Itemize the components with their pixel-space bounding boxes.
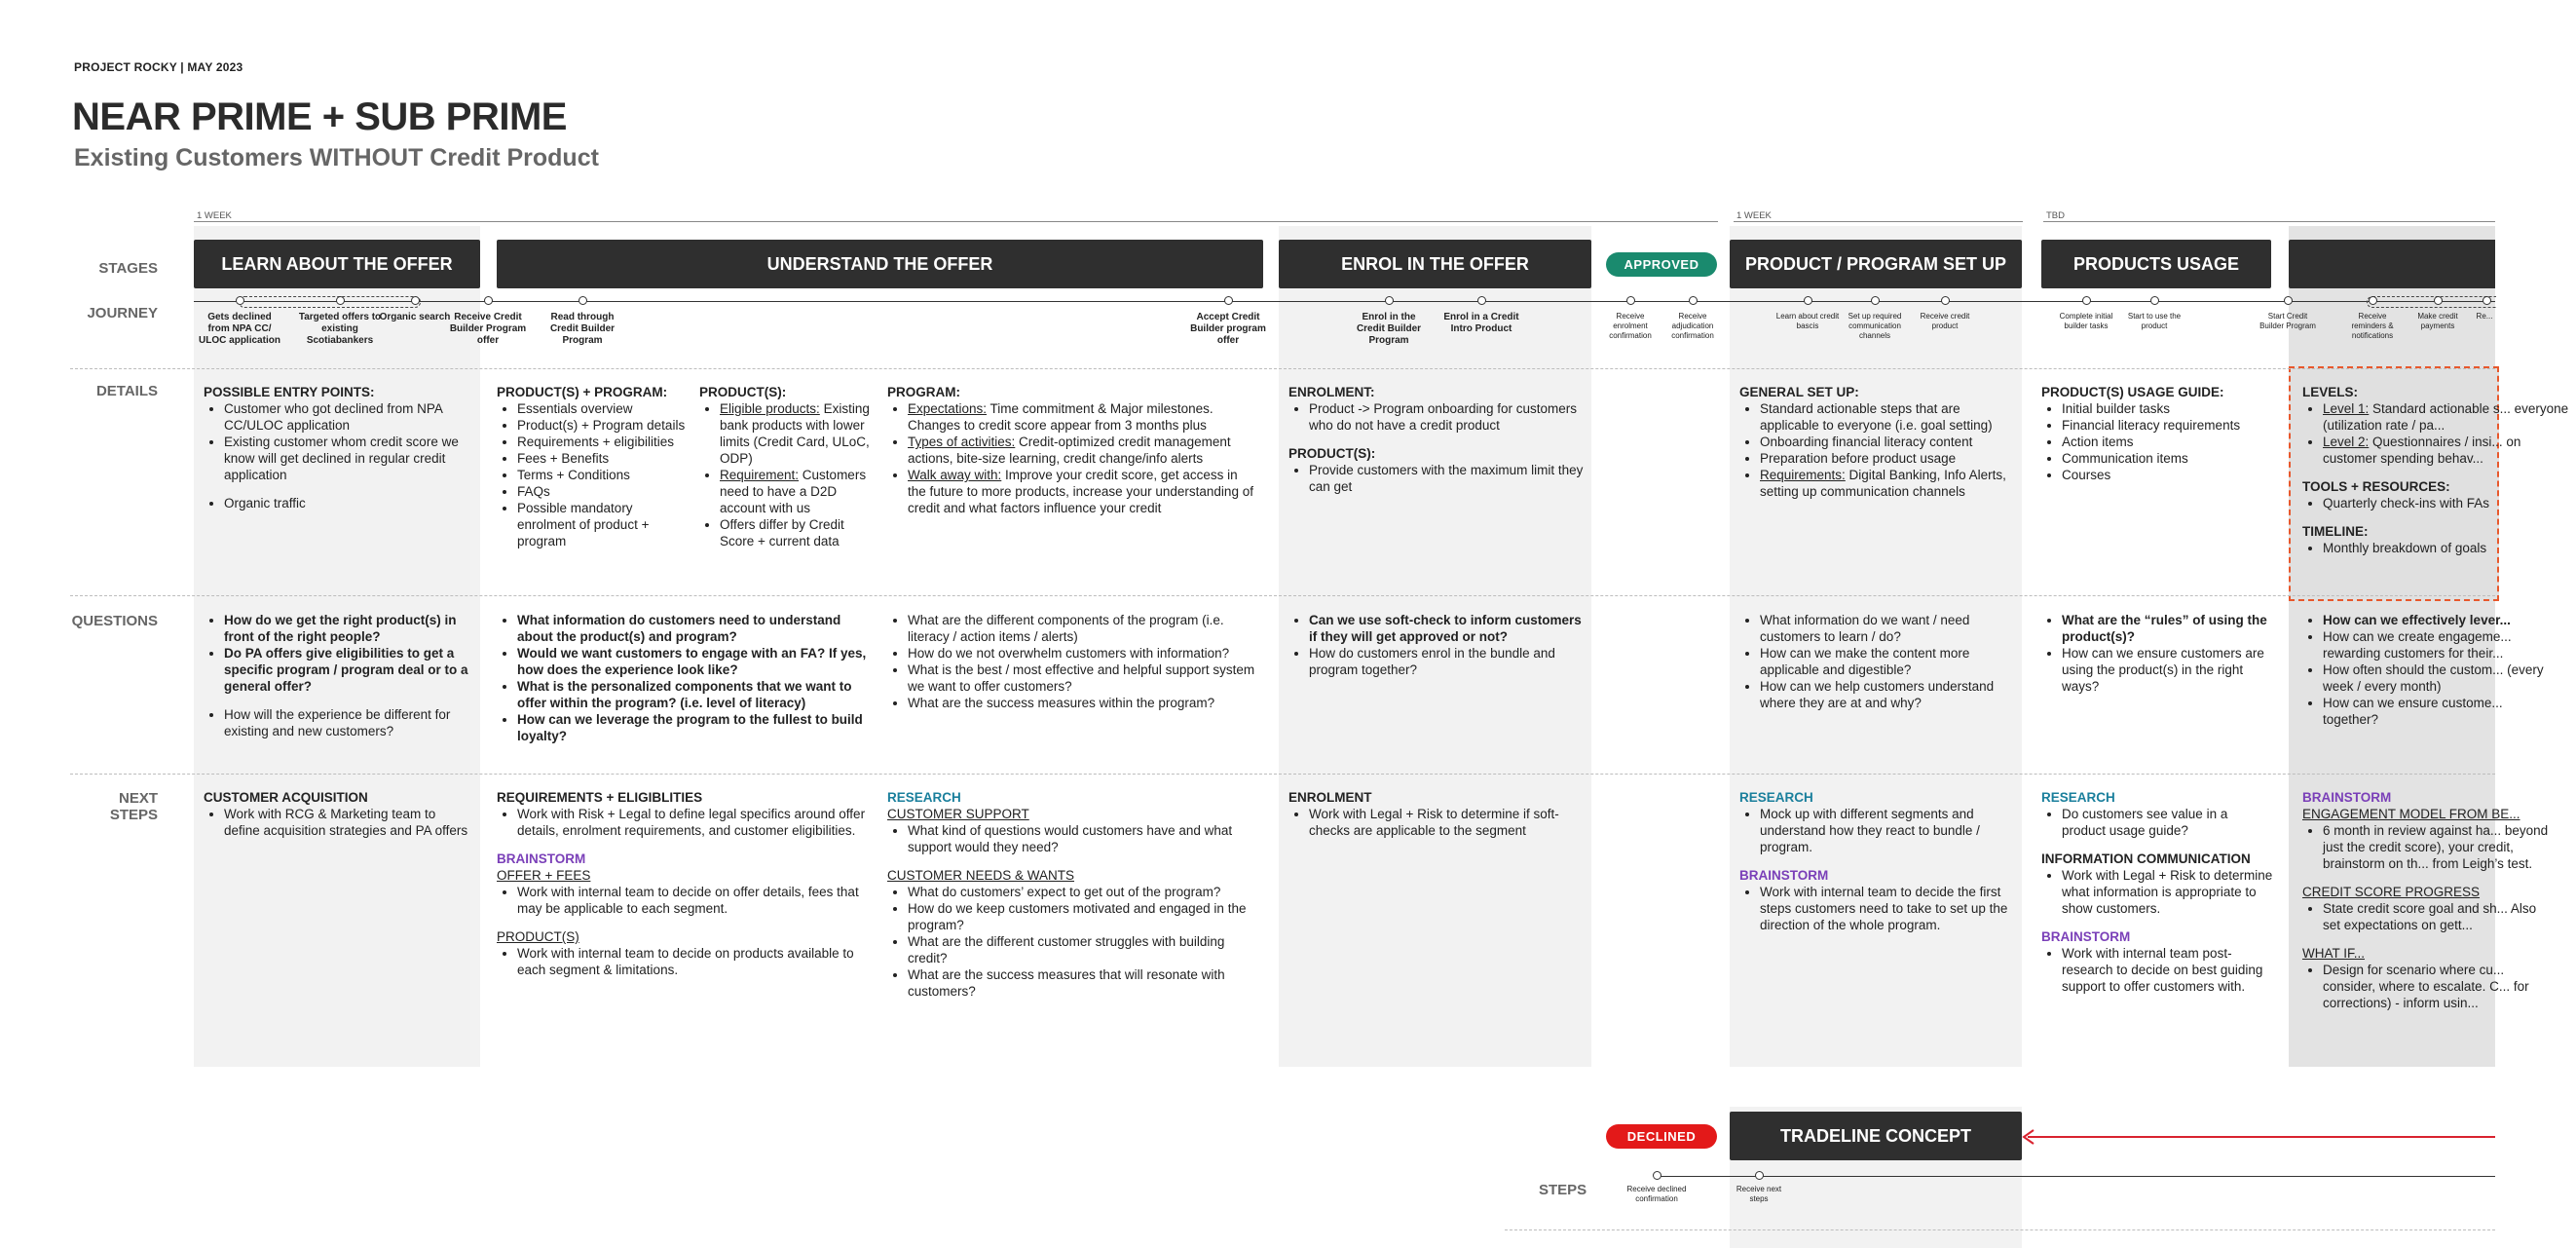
details-item: • Courses: [2062, 467, 2275, 483]
journey-label: Start Credit Builder Program: [2259, 312, 2316, 330]
next-step-item: • Work with internal team to decide on products available to each segment & limitations.: [517, 945, 867, 978]
details-item: • Financial literacy requirements: [2062, 417, 2275, 434]
row-label-next-steps: NEXT STEPS: [109, 790, 158, 823]
journey-dot: [1224, 296, 1233, 305]
details-item-key: Walk away with:: [908, 468, 1002, 482]
next-steps-subheading: CUSTOMER NEEDS & WANTS: [887, 868, 1075, 883]
journey-dot: [236, 296, 244, 305]
next-steps-enrol: [1288, 789, 1586, 839]
details-item: • Quarterly check-ins with FAs: [2323, 495, 2495, 511]
steps-dot: [1653, 1171, 1661, 1180]
journey-dot: [2483, 296, 2491, 305]
question-item: • What is the best / most effective and helpful support system we want to offer customers?: [908, 662, 1257, 695]
details-item: • Product -> Program onboarding for customers who do not have a credit product: [1309, 400, 1586, 434]
journey-label: Enrol in the Credit Builder Program: [1356, 312, 1422, 346]
stage-usage: PRODUCTS USAGE: [2041, 240, 2271, 288]
question-item: • What information do customers need to understand about the product(s) and program?: [517, 612, 867, 645]
details-heading: TIMELINE:: [2302, 524, 2369, 539]
details-item: • Product(s) + Program details: [517, 417, 691, 434]
next-step-item: • Work with internal team to decide on offer details, fees that may be applicable to each segment.: [517, 884, 867, 917]
questions-next-partial: [2302, 612, 2544, 728]
arrow-left-icon: [2020, 1128, 2037, 1146]
question-item: • How can we help customers understand where they are at and why?: [1760, 678, 2018, 711]
journey-dot: [579, 296, 587, 305]
details-item: • Terms + Conditions: [517, 467, 691, 483]
details-enrol: [1288, 384, 1586, 495]
next-step-item: • Design for scenario where cu... consider, where to escalate. C... for corrections) - inform usin...: [2323, 962, 2556, 1011]
next-step-item: • What do customers’ expect to get out of the program?: [908, 884, 1257, 900]
approved-pill: APPROVED: [1606, 252, 1717, 277]
row-label-steps: STEPS: [1539, 1182, 1587, 1198]
details-usage: [2041, 384, 2275, 483]
steps-line: [1656, 1176, 2495, 1177]
questions-setup: [1739, 612, 2018, 711]
research-tag: RESEARCH: [2041, 790, 2115, 805]
details-item-key: Requirement:: [720, 468, 800, 482]
journey-dot: [1804, 296, 1812, 305]
details-heading: PROGRAM:: [887, 385, 960, 399]
questions-learn: [204, 612, 474, 739]
next-steps-subheading: OFFER + FEES: [497, 868, 591, 883]
question-item: • Would we want customers to engage with an FA? If yes, how does the experience look like?: [517, 645, 867, 678]
details-item-key: Level 1:: [2323, 401, 2370, 416]
next-steps-next-partial: [2302, 789, 2549, 1011]
rule-details: [70, 368, 2495, 369]
page-title: NEAR PRIME + SUB PRIME: [72, 95, 567, 138]
next-step-item: • Mock up with different segments and understand how they react to bundle / program.: [1760, 806, 2018, 855]
details-item-text: Standard actionable s... everyone (utilization rate / pa...: [2323, 401, 2569, 433]
details-item-key: Requirements:: [1760, 468, 1846, 482]
stage-understand: UNDERSTAND THE OFFER: [497, 240, 1263, 288]
journey-label: Receive enrolment confirmation: [1609, 312, 1652, 340]
question-item: • How do we not overwhelm customers with information?: [908, 645, 1257, 662]
brainstorm-tag: BRAINSTORM: [2302, 790, 2392, 805]
journey-dot: [1626, 296, 1635, 305]
next-step-item: • 6 month in review against ha... beyond just the credit score), your credit, brainstorm on th... from Leigh’s test.: [2323, 822, 2556, 872]
cycle-bracket: [2367, 296, 2496, 308]
step-label: Receive next steps: [1736, 1185, 1782, 1203]
journey-label: Receive Credit Builder Program offer: [449, 312, 527, 346]
next-step-item: • What are the success measures that will resonate with customers?: [908, 966, 1257, 1000]
details-item: • Standard actionable steps that are applicable to everyone (i.e. goal setting): [1760, 400, 2018, 434]
details-item-text: Questionnaires / insi... on customer spending behav...: [2323, 435, 2521, 466]
journey-dot: [1477, 296, 1486, 305]
stage-setup: PRODUCT / PROGRAM SET UP: [1730, 240, 2022, 288]
journey-label: Accept Credit Builder program offer: [1190, 312, 1266, 346]
research-tag: RESEARCH: [1739, 790, 1813, 805]
next-steps-subheading: WHAT IF...: [2302, 946, 2365, 961]
details-understand-product-program: [497, 384, 691, 549]
next-steps-understand-b: [887, 789, 1257, 1000]
questions-enrol: [1288, 612, 1586, 678]
details-item: • Possible mandatory enrolment of product + program: [517, 500, 691, 549]
next-step-item: • Work with Risk + Legal to define legal specifics around offer details, enrolment requirements, and customer eligibilities.: [517, 806, 867, 839]
next-steps-heading: REQUIREMENTS + ELIGIBLITIES: [497, 790, 703, 805]
details-item: [1760, 467, 2018, 500]
journey-label: Make credit payments: [2417, 312, 2458, 330]
next-step-item: • What are the different customer struggles with building credit?: [908, 933, 1257, 966]
journey-dot: [2369, 296, 2377, 305]
question-item: • How can we ensure custome... together?: [2323, 695, 2556, 728]
details-next-partial: [2302, 384, 2569, 556]
question-item: • How can we make the content more applicable and digestible?: [1760, 645, 2018, 678]
stage-enrol: ENROL IN THE OFFER: [1279, 240, 1591, 288]
row-label-journey: JOURNEY: [87, 305, 158, 321]
row-label-questions: QUESTIONS: [71, 613, 158, 629]
details-item: • Preparation before product usage: [1760, 450, 2018, 467]
details-item: • Initial builder tasks: [2062, 400, 2275, 417]
details-item-key: Eligible products:: [720, 401, 820, 416]
details-item: [2323, 400, 2576, 434]
details-item: [720, 467, 875, 516]
next-step-item: • Work with RCG & Marketing team to define acquisition strategies and PA offers: [224, 806, 474, 839]
next-steps-subheading: ENGAGEMENT MODEL FROM BE...: [2302, 807, 2520, 821]
details-item-text: Credit-optimized credit management actions, bite-size learning, credit change/info alerts: [908, 435, 1231, 466]
details-item: • Existing customer whom credit score we know will get declined in regular credit application: [224, 434, 474, 483]
next-step-item: • Work with internal team post-research to decide on best guiding support to offer customers with.: [2062, 945, 2275, 995]
details-item-key: Expectations:: [908, 401, 988, 416]
details-heading: PRODUCT(S):: [699, 385, 787, 399]
question-item: • How often should the custom... (every week / every month): [2323, 662, 2556, 695]
next-steps-usage: [2041, 789, 2275, 995]
next-step-item: • What kind of questions would customers have and what support would they need?: [908, 822, 1257, 855]
question-item: • How can we ensure customers are using the product(s) in the right ways?: [2062, 645, 2275, 695]
journey-dot: [2082, 296, 2091, 305]
entry-bracket: [239, 296, 421, 308]
details-item: [2323, 434, 2576, 467]
journey-dot: [336, 296, 345, 305]
brainstorm-tag: BRAINSTORM: [1739, 868, 1829, 883]
question-item: • How do customers enrol in the bundle and program together?: [1309, 645, 1586, 678]
duration-line-1: [194, 221, 1718, 222]
details-item-text: Improve your credit score, get access in the future to more products, increase your understanding of credit and what factors influence your credit: [908, 468, 1253, 515]
details-item-text: Time commitment & Major milestones. Changes to credit score appear from 3 months plus: [908, 401, 1213, 433]
question-item: • Do PA offers give eligibilities to get a specific program / program deal or to a general offer?: [224, 645, 474, 695]
next-steps-subheading: CUSTOMER SUPPORT: [887, 807, 1029, 821]
journey-dot: [1871, 296, 1880, 305]
next-steps-heading: CUSTOMER ACQUISITION: [204, 790, 368, 805]
details-item: • FAQs: [517, 483, 691, 500]
details-learn: [204, 384, 474, 511]
duration-label-3: TBD: [2046, 210, 2065, 221]
journey-label: Receive credit product: [1920, 312, 1970, 330]
details-understand-program: [887, 384, 1257, 516]
details-item: • Action items: [2062, 434, 2275, 450]
details-item: [908, 467, 1257, 516]
brainstorm-tag: BRAINSTORM: [2041, 929, 2131, 944]
rule-next-steps: [70, 774, 2495, 775]
duration-label-1: 1 WEEK: [197, 210, 232, 221]
details-item: • Organic traffic: [224, 495, 474, 511]
journey-dot: [411, 296, 420, 305]
question-item: • What are the “rules” of using the product(s)?: [2062, 612, 2275, 645]
question-item: • How will the experience be different for existing and new customers?: [224, 706, 474, 739]
details-item-text: Digital Banking, Info Alerts, setting up communication channels: [1760, 468, 2006, 499]
next-steps-subheading: PRODUCT(S): [497, 929, 579, 944]
journey-dot: [484, 296, 493, 305]
journey-label: Targeted offers to existing Scotiabankers: [298, 312, 382, 346]
journey-label: Learn about credit bascis: [1775, 312, 1840, 330]
details-item: • Essentials overview: [517, 400, 691, 417]
next-steps-understand-a: [497, 789, 867, 978]
details-understand-products: [699, 384, 875, 549]
details-item-text: Customers need to have a D2D account with us: [720, 468, 867, 515]
details-item: • Communication items: [2062, 450, 2275, 467]
details-setup: [1739, 384, 2018, 500]
details-heading: PRODUCT(S) USAGE GUIDE:: [2041, 385, 2224, 399]
next-steps-subheading: CREDIT SCORE PROGRESS: [2302, 885, 2481, 899]
questions-usage: [2041, 612, 2275, 695]
next-step-item: • State credit score goal and sh... Also set expectations on gett...: [2323, 900, 2556, 933]
details-item: [908, 434, 1257, 467]
journey-label: Enrol in a Credit Intro Product: [1443, 312, 1519, 334]
page-subtitle: Existing Customers WITHOUT Credit Product: [74, 144, 599, 171]
journey-label: Complete initial builder tasks: [2059, 312, 2113, 330]
details-heading: TOOLS + RESOURCES:: [2302, 479, 2450, 494]
next-step-item: • How do we keep customers motivated and engaged in the program?: [908, 900, 1257, 933]
details-item: • Onboarding financial literacy content: [1760, 434, 2018, 450]
step-label: Receive declined confirmation: [1626, 1185, 1687, 1203]
journey-label: Gets declined from NPA CC/ ULOC application: [199, 312, 280, 346]
details-item-key: Level 2:: [2323, 435, 2370, 449]
question-item: • Can we use soft-check to inform customers if they will get approved or not?: [1309, 612, 1586, 645]
stage-tradeline: TRADELINE CONCEPT: [1730, 1112, 2022, 1160]
next-steps-heading: ENROLMENT: [1288, 790, 1372, 805]
journey-dot: [1385, 296, 1394, 305]
duration-line-3: [2043, 221, 2495, 222]
journey-dot: [2434, 296, 2443, 305]
brainstorm-tag: BRAINSTORM: [497, 851, 586, 866]
details-item: • Requirements + eligibilities: [517, 434, 691, 450]
journey-label: Receive reminders & notifications: [2351, 312, 2394, 340]
question-item: • How do we get the right product(s) in front of the right people?: [224, 612, 474, 645]
details-heading: GENERAL SET UP:: [1739, 385, 1859, 399]
journey-dot: [1941, 296, 1950, 305]
question-item: • What are the different components of the program (i.e. literacy / action items / alerts): [908, 612, 1257, 645]
details-item: • Monthly breakdown of goals: [2323, 540, 2495, 556]
row-label-stages: STAGES: [98, 260, 158, 277]
declined-pill: DECLINED: [1606, 1124, 1717, 1149]
question-item: • How can we create engageme... rewarding customers for their...: [2323, 628, 2556, 662]
next-steps-learn: [204, 789, 474, 839]
journey-label: Read through Credit Builder Program: [549, 312, 616, 346]
steps-dot: [1755, 1171, 1764, 1180]
journey-dot: [2150, 296, 2159, 305]
question-item: • What information do we want / need customers to learn / do?: [1760, 612, 2018, 645]
details-heading: ENROLMENT:: [1288, 385, 1375, 399]
details-item: • Customer who got declined from NPA CC/ULOC application: [224, 400, 474, 434]
question-item: • How can we effectively lever...: [2323, 612, 2556, 628]
details-heading: POSSIBLE ENTRY POINTS:: [204, 385, 375, 399]
next-step-item: • Work with Legal + Risk to determine what information is appropriate to show customers.: [2062, 867, 2275, 917]
eyebrow: PROJECT ROCKY | MAY 2023: [74, 60, 243, 74]
question-item: • How can we leverage the program to the fullest to build loyalty?: [517, 711, 867, 744]
next-steps-setup: [1739, 789, 2018, 933]
next-step-item: • Work with Legal + Risk to determine if soft-checks are applicable to the segment: [1309, 806, 1586, 839]
details-item: [720, 400, 875, 467]
rule-declined: [1505, 1229, 2495, 1230]
research-tag: RESEARCH: [887, 790, 961, 805]
journey-label: Receive adjudication confirmation: [1671, 312, 1714, 340]
next-step-item: • Work with internal team to decide the first steps customers need to take to set up the direction of the whole program.: [1760, 884, 2018, 933]
details-item-text: Existing bank products with lower limits (Credit Card, ULoC, ODP): [720, 401, 870, 466]
question-item: • What is the personalized components that we want to offer within the program? (i.e. level of literacy): [517, 678, 867, 711]
stage-next-partial: [2289, 240, 2495, 288]
details-item: • Provide customers with the maximum limit they can get: [1309, 462, 1586, 495]
stage-learn: LEARN ABOUT THE OFFER: [194, 240, 480, 288]
journey-label: Re...: [2476, 312, 2493, 321]
journey-label: Start to use the product: [2127, 312, 2182, 330]
details-item: • Fees + Benefits: [517, 450, 691, 467]
details-item: • Offers differ by Credit Score + current data: [720, 516, 875, 549]
journey-label: Set up required communication channels: [1848, 312, 1902, 340]
details-heading: LEVELS:: [2302, 385, 2359, 399]
journey-dot: [2284, 296, 2293, 305]
details-item-key: Types of activities:: [908, 435, 1016, 449]
details-heading: PRODUCT(S) + PROGRAM:: [497, 385, 668, 399]
details-heading: PRODUCT(S):: [1288, 446, 1376, 461]
next-step-item: • Do customers see value in a product usage guide?: [2062, 806, 2275, 839]
journey-label: Organic search: [379, 312, 451, 322]
details-item: [908, 400, 1257, 434]
rule-questions: [70, 595, 2495, 596]
journey-dot: [1689, 296, 1698, 305]
next-steps-heading: INFORMATION COMMUNICATION: [2041, 851, 2251, 866]
questions-understand-b: [887, 612, 1257, 711]
duration-line-2: [1734, 221, 2023, 222]
row-label-details: DETAILS: [95, 383, 158, 399]
duration-label-2: 1 WEEK: [1736, 210, 1772, 221]
return-arrow-line: [2028, 1136, 2495, 1138]
questions-understand-a: [497, 612, 867, 744]
question-item: • What are the success measures within the program?: [908, 695, 1257, 711]
